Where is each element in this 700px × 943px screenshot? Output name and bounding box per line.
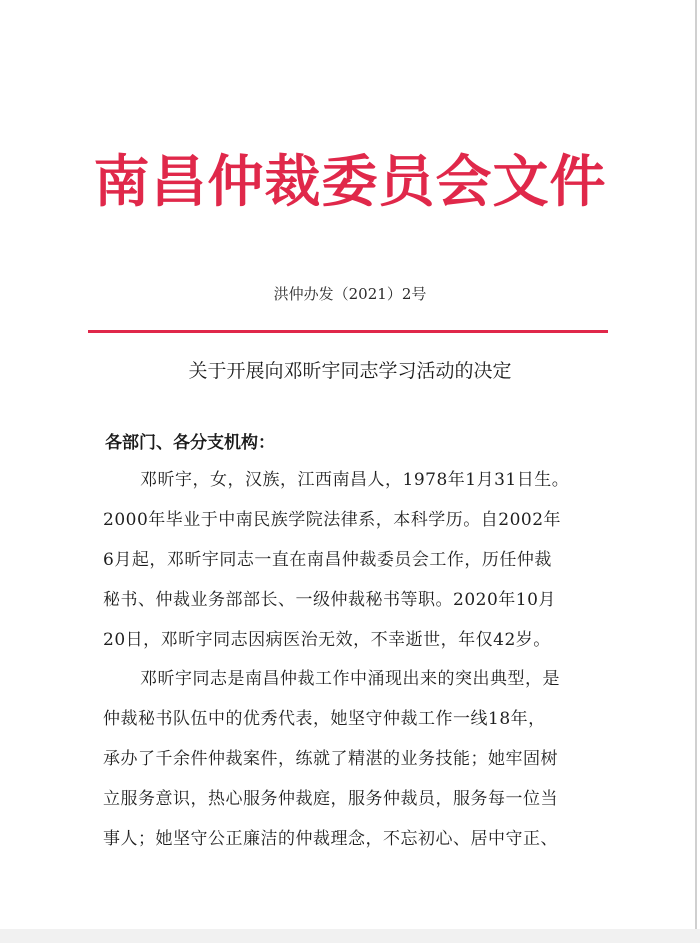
- document-number: 洪仲办发（2021）2号: [273, 285, 427, 303]
- page-edge: [695, 0, 697, 929]
- page-bottom-margin: [0, 929, 700, 943]
- paragraph-1-line-3: 6月起，邓昕宇同志一直在南昌仲裁委员会工作，历任仲裁: [103, 550, 552, 570]
- paragraph-2-line-1: 邓昕宇同志是南昌仲裁工作中涌现出来的突出典型，是: [140, 669, 560, 689]
- header-divider: [88, 330, 608, 333]
- paragraph-2-line-5: 事人；她坚守公正廉洁的仲裁理念，不忘初心、居中守正、: [103, 829, 558, 849]
- document-header-title: 南昌仲裁委员会文件: [93, 149, 607, 215]
- paragraph-1-line-1: 邓昕宇，女，汉族，江西南昌人，1978年1月31日生。: [140, 470, 570, 490]
- paragraph-1-line-4: 秘书、仲裁业务部部长、一级仲裁秘书等职。2020年10月: [103, 590, 556, 610]
- paragraph-2-line-4: 立服务意识，热心服务仲裁庭，服务仲裁员，服务每一位当: [103, 789, 558, 809]
- document-subject: 关于开展向邓昕宇同志学习活动的决定: [188, 360, 512, 382]
- paragraph-2-line-3: 承办了千余件仲裁案件，练就了精湛的业务技能；她牢固树: [103, 749, 558, 769]
- paragraph-1-line-2: 2000年毕业于中南民族学院法律系，本科学历。自2002年: [103, 510, 562, 530]
- paragraph-1-line-5: 20日，邓昕宇同志因病医治无效，不幸逝世，年仅42岁。: [103, 630, 551, 650]
- paragraph-2-line-2: 仲裁秘书队伍中的优秀代表，她坚守仲裁工作一线18年，: [103, 709, 546, 729]
- salutation: 各部门、各分支机构：: [105, 433, 275, 453]
